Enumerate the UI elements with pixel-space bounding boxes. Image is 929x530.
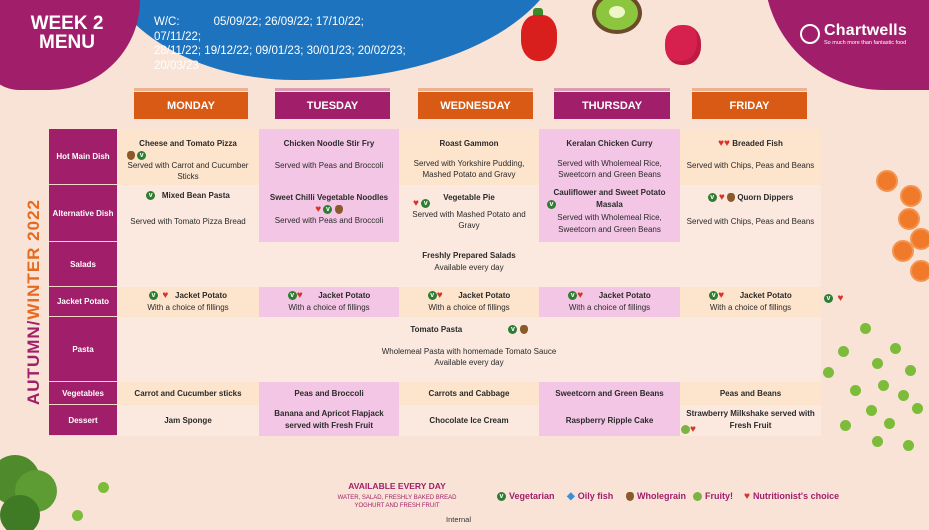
red-pepper-icon	[521, 15, 557, 61]
vegetarian-icon: v	[323, 205, 332, 214]
menu-cell-salads	[117, 242, 821, 287]
pasta-title: Tomato Pasta	[410, 325, 463, 334]
menu-cell-dessert-thursday: Raspberry Ripple Cake	[539, 405, 680, 436]
menu-cell-alt-thursday	[539, 185, 680, 242]
row-label-jacket-potato: Jacket Potato	[49, 287, 117, 317]
dish-title: Sweet Chilli Vegetable Noodles	[269, 193, 389, 202]
dish-title: Breaded Fish	[732, 139, 783, 148]
wc-dates-line3: 20/03/23	[154, 59, 199, 72]
nutritionist-choice-icon: ♥	[413, 197, 419, 209]
nutritionist-choice-icon: ♥	[690, 424, 696, 436]
day-header-thursday: THURSDAY	[554, 92, 670, 119]
legend-oily-fish	[567, 491, 613, 501]
legend-fruity	[693, 491, 733, 501]
nutritionist-choice-icon: ♥	[718, 290, 725, 302]
dish-description: Served with Chips, Peas and Beans	[686, 216, 815, 226]
dish-title: Roast Gammon	[439, 139, 499, 148]
dish-title: Jacket Potato	[458, 291, 511, 300]
pea-icon	[838, 346, 849, 357]
pea-icon	[98, 482, 109, 493]
carrot-slice-icon	[892, 240, 914, 262]
pasta-availability: Available every day	[434, 358, 504, 367]
dish-description: Served with Carrot and Cucumber Sticks	[127, 160, 249, 181]
oily-fish-icon: ◆	[567, 490, 575, 502]
menu-cell-pasta	[117, 317, 821, 382]
season-label	[24, 199, 44, 405]
row-label-pasta: Pasta	[49, 317, 117, 382]
pea-icon	[72, 510, 83, 521]
carrot-slice-icon	[910, 260, 929, 282]
pea-icon	[905, 365, 916, 376]
legend-wholegrain	[626, 491, 686, 501]
nutritionist-choice-icon: ♥	[315, 203, 322, 215]
row-label-salads: Salads	[49, 242, 117, 287]
dish-title: Chicken Noodle Stir Fry	[283, 139, 375, 148]
menu-cell-potato-friday	[680, 287, 821, 317]
wholegrain-icon	[335, 205, 343, 214]
menu-cell-alt-tuesday	[259, 185, 399, 242]
dish-title: Vegetable Pie	[443, 193, 495, 202]
carrot-slice-icon	[900, 185, 922, 207]
available-line1: WATER, SALAD, FRESHLY BAKED BREAD	[337, 495, 457, 501]
legend-label: Oily fish	[577, 491, 614, 501]
menu-cell-hot-wednesday	[399, 129, 539, 185]
dish-title: Jacket Potato	[175, 291, 228, 300]
classification-label: Internal	[446, 515, 472, 524]
season-label-autumn: AUTUMN/	[24, 319, 43, 405]
menu-cell-hot-friday	[680, 129, 821, 185]
legend-vegetarian	[497, 491, 555, 501]
legend-label: Fruity!	[705, 491, 733, 501]
available-line2: YOGHURT AND FRESH FRUIT	[354, 503, 440, 509]
pea-icon	[890, 343, 901, 354]
season-label-winter: WINTER 2022	[24, 199, 43, 320]
dish-description: Served with Wholemeal Rice, Sweetcorn and Green Beans	[557, 213, 662, 234]
salads-description: Available every day	[434, 262, 504, 272]
pea-icon	[903, 440, 914, 451]
dessert-friday-text: Strawberry Milkshake served with Fresh Fruit	[686, 409, 815, 430]
nutritionist-choice-icon: ♥	[296, 290, 303, 302]
legend-nutritionist-choice	[744, 491, 839, 501]
week-title-line2: MENU	[39, 32, 95, 53]
pea-icon	[884, 418, 895, 429]
vegetarian-icon: v	[149, 291, 158, 300]
legend-label: Nutritionist's choice	[752, 491, 840, 501]
wc-dates-line1: 05/09/22; 26/09/22; 17/10/22; 07/11/22;	[154, 16, 364, 43]
row-label-alternative: Alternative Dish	[49, 185, 117, 242]
salads-title: Freshly Prepared Salads	[422, 251, 516, 260]
dish-title: Quorn Dippers	[737, 193, 794, 202]
wholegrain-icon	[127, 151, 135, 160]
wc-dates-line2: 28/11/22; 19/12/22; 09/01/23; 30/01/23; 20/02/23;	[154, 45, 406, 57]
menu-cell-dessert-wednesday: Chocolate Ice Cream	[399, 405, 539, 436]
dessert-friday-icons	[681, 421, 696, 439]
menu-cell-potato-thursday	[539, 287, 680, 317]
pea-icon	[850, 385, 861, 396]
day-header-wednesday: WEDNESDAY	[418, 92, 533, 119]
week-title-line1: WEEK 2	[30, 13, 104, 34]
vegetarian-icon: v	[288, 291, 297, 300]
dish-description: Served with Yorkshire Pudding, Mashed Potato and Gravy	[413, 158, 525, 179]
vegetarian-icon: v	[428, 291, 437, 300]
vegetarian-icon: v	[708, 193, 717, 202]
vegetarian-icon: v	[146, 191, 155, 200]
vegetarian-icon: v	[421, 199, 430, 208]
nutritionist-choice-icon: ♥	[162, 290, 169, 302]
menu-cell-hot-monday	[117, 129, 259, 185]
week-commencing	[154, 15, 414, 73]
day-header-tuesday: TUESDAY	[275, 92, 390, 119]
wholegrain-icon	[626, 492, 634, 501]
day-header-friday: FRIDAY	[692, 92, 807, 119]
dish-description: Served with Peas and Broccoli	[274, 215, 384, 225]
dish-description: Served with Peas and Broccoli	[274, 160, 384, 170]
nutritionist-choice-icon: ♥	[744, 490, 750, 502]
logo-brand: Chartwells	[824, 22, 907, 39]
menu-cell-potato-wednesday	[399, 287, 539, 317]
dish-title: Jacket Potato	[739, 291, 792, 300]
menu-cell-hot-thursday	[539, 129, 680, 185]
vegetarian-icon: v	[497, 492, 506, 501]
dish-description: With a choice of fillings	[147, 302, 229, 312]
dish-description: With a choice of fillings	[428, 302, 510, 312]
vegetarian-icon: v	[508, 325, 517, 334]
dish-description: Served with Tomato Pizza Bread	[130, 216, 246, 226]
menu-cell-potato-monday	[117, 287, 259, 317]
pea-icon	[840, 420, 851, 431]
available-title: AVAILABLE EVERY DAY	[348, 481, 446, 491]
menu-cell-dessert-tuesday: Banana and Apricot Flapjack served with Fresh Fruit	[259, 405, 399, 436]
wholegrain-icon	[727, 193, 735, 202]
pea-icon	[866, 405, 877, 416]
pea-icon	[878, 380, 889, 391]
nutritionist-choice-icon: ♥	[718, 192, 725, 204]
menu-cell-veg-thursday: Sweetcorn and Green Beans	[539, 382, 680, 405]
menu-cell-hot-tuesday	[259, 129, 399, 185]
menu-cell-alt-friday	[680, 185, 821, 242]
dish-title: Jacket Potato	[318, 291, 371, 300]
dish-title: Mixed Bean Pasta	[161, 191, 230, 200]
week-title	[22, 14, 112, 52]
nutritionist-choice-icon: ♥	[724, 138, 730, 150]
menu-cell-veg-tuesday: Peas and Broccoli	[259, 382, 399, 405]
pea-icon	[823, 367, 834, 378]
row-label-dessert: Dessert	[49, 405, 117, 436]
kiwi-centre-icon	[609, 6, 625, 18]
carrot-slice-icon	[876, 170, 898, 192]
fruity-icon	[693, 492, 702, 501]
row-label-hot-main: Hot Main Dish	[49, 129, 117, 185]
nutritionist-choice-icon: ♥	[718, 138, 725, 150]
menu-cell-veg-wednesday: Carrots and Cabbage	[399, 382, 539, 405]
pasta-description: Wholemeal Pasta with homemade Tomato Sauce	[381, 346, 557, 356]
row-label-vegetables: Vegetables	[49, 382, 117, 405]
logo-mark-icon	[800, 24, 820, 44]
dish-description: Served with Chips, Peas and Beans	[686, 160, 815, 170]
dish-description: With a choice of fillings	[288, 302, 370, 312]
logo-tagline: So much more than fantastic food	[824, 40, 907, 46]
vegetarian-icon: v	[709, 291, 718, 300]
menu-cell-alt-wednesday	[399, 185, 539, 242]
nutritionist-choice-icon: ♥	[837, 293, 844, 305]
dish-description: With a choice of fillings	[709, 302, 792, 312]
nutritionist-choice-icon: ♥	[577, 290, 584, 302]
menu-cell-dessert-friday	[680, 405, 821, 436]
dish-title: Keralan Chicken Curry	[566, 139, 653, 148]
pea-icon	[872, 358, 883, 369]
menu-cell-veg-monday: Carrot and Cucumber sticks	[117, 382, 259, 405]
pea-icon	[912, 403, 923, 414]
vegetarian-icon: v	[547, 200, 556, 209]
carrot-slice-icon	[898, 208, 920, 230]
nutritionist-choice-icon: ♥	[436, 290, 443, 302]
wc-label: W/C:	[154, 16, 180, 28]
dish-description: With a choice of fillings	[568, 302, 651, 312]
day-header-monday: MONDAY	[134, 92, 248, 119]
legend-label: Wholegrain	[637, 491, 686, 501]
pea-icon	[860, 323, 871, 334]
dish-title: Cheese and Tomato Pizza	[139, 139, 237, 148]
dish-title: Jacket Potato	[598, 291, 651, 300]
legend-label: Vegetarian	[509, 491, 555, 501]
vegetarian-icon: v	[824, 294, 833, 303]
dish-title: Cauliflower and Sweet Potato Masala	[553, 188, 666, 209]
menu-cell-potato-tuesday	[259, 287, 399, 317]
pea-icon	[872, 436, 883, 447]
fruity-icon	[681, 425, 690, 434]
pea-icon	[898, 390, 909, 401]
broccoli-icon	[0, 495, 40, 530]
available-every-day	[332, 481, 462, 510]
potato-row-extra-icons	[824, 290, 843, 308]
menu-cell-dessert-monday: Jam Sponge	[117, 405, 259, 436]
menu-cell-alt-monday	[117, 185, 259, 242]
wholegrain-icon	[520, 325, 528, 334]
vegetarian-icon: v	[137, 151, 146, 160]
dish-description: Served with Wholemeal Rice, Sweetcorn and Green Beans	[557, 158, 662, 179]
vegetarian-icon: v	[568, 291, 577, 300]
dish-description: Served with Mashed Potato and Gravy	[412, 209, 526, 230]
menu-cell-veg-friday: Peas and Beans	[680, 382, 821, 405]
raspberry-icon	[665, 25, 701, 65]
